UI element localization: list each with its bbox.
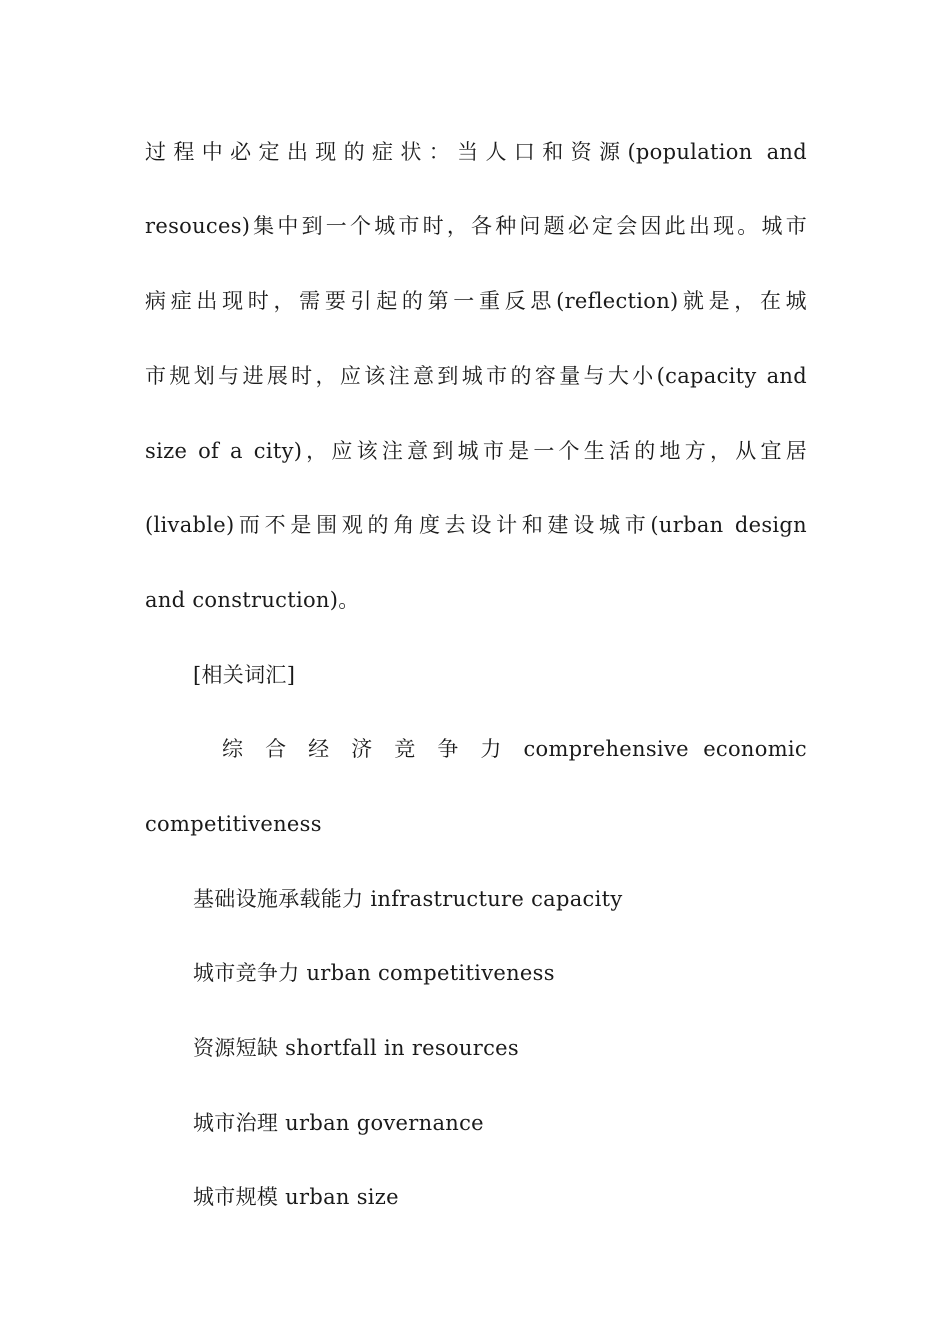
- vocab-entry-3: 城市竞争力 urban competitiveness: [193, 961, 555, 985]
- vocab-entry-1-line-2: competitiveness: [145, 812, 322, 836]
- paragraph-line-3: 病症出现时，需要引起的第一重反思(reflection)就是，在城: [145, 289, 807, 313]
- vocab-entry-1-line-1: 综 合 经 济 竞 争 力 comprehensive economic: [222, 737, 807, 761]
- paragraph-line-6: (livable)而不是围观的角度去设计和建设城市(urban design: [145, 513, 807, 537]
- paragraph-line-1: 过程中必定出现的症状：当人口和资源(population and: [145, 140, 807, 164]
- vocab-heading: [相关词汇]: [193, 663, 296, 687]
- paragraph-line-7: and construction)。: [145, 588, 360, 612]
- paragraph-line-2: resouces)集中到一个城市时，各种问题必定会因此出现。城市: [145, 214, 807, 238]
- vocab-entry-2: 基础设施承载能力 infrastructure capacity: [193, 887, 623, 911]
- vocab-entry-4: 资源短缺 shortfall in resources: [193, 1036, 519, 1060]
- paragraph-line-4: 市规划与进展时，应该注意到城市的容量与大小(capacity and: [145, 364, 807, 388]
- paragraph-line-5: size of a city)，应该注意到城市是一个生活的地方，从宜居: [145, 439, 807, 463]
- vocab-entry-5: 城市治理 urban governance: [193, 1111, 484, 1135]
- vocab-entry-6: 城市规模 urban size: [193, 1185, 399, 1209]
